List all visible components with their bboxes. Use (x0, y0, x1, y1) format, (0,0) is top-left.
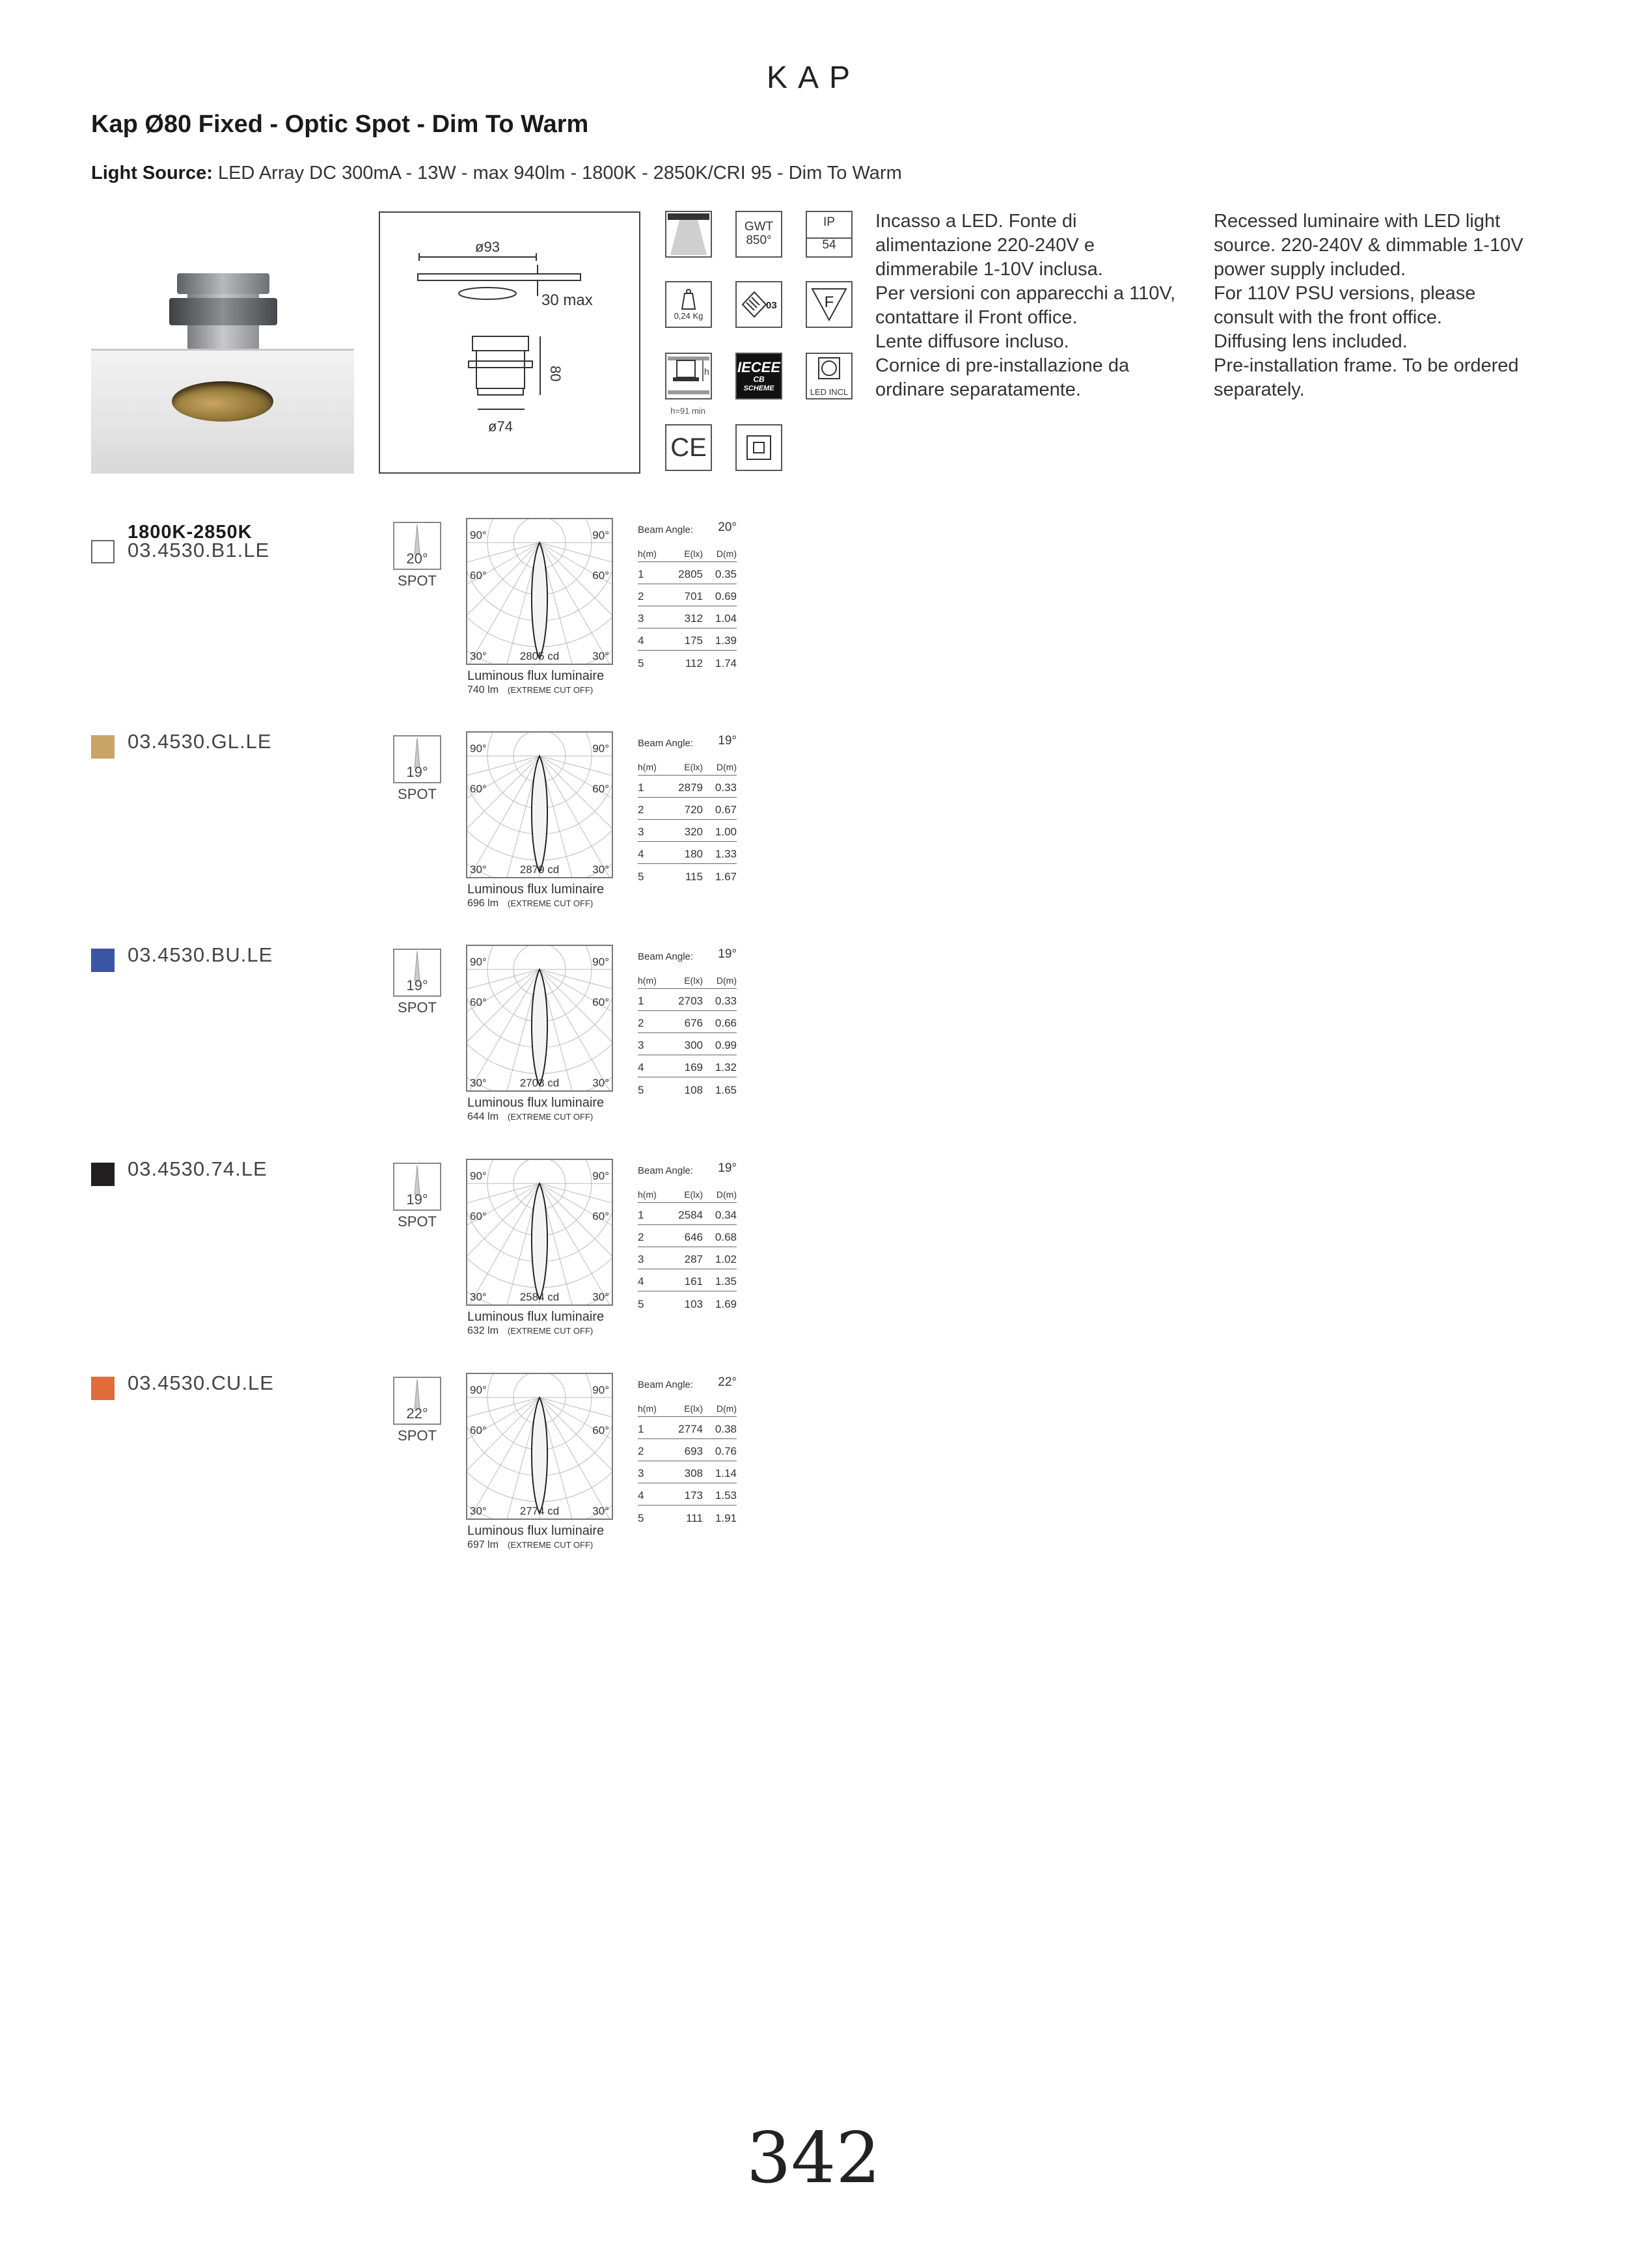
col-h: h(m) (638, 762, 657, 772)
beam-angle-label: Beam Angle: (638, 951, 694, 962)
polar-angle-label: 90° (470, 1384, 487, 1396)
cell-diameter: 0.76 (715, 1445, 737, 1457)
table-row (638, 628, 737, 651)
cell-diameter: 0.69 (715, 590, 737, 602)
product-code: 03.4530.BU.LE (128, 943, 273, 966)
table-row (638, 1077, 737, 1100)
polar-angle-label: 90° (470, 529, 487, 541)
variant-row (0, 1157, 1627, 1377)
polar-angle-label: 30° (470, 1077, 487, 1089)
flux-label: Luminous flux luminaire (467, 669, 605, 683)
optic-type: SPOT (398, 1427, 437, 1444)
cell-height: 3 (638, 1039, 644, 1051)
iecee-icon (735, 353, 782, 399)
cell-illuminance: 720 (684, 803, 703, 816)
cell-diameter: 1.74 (715, 657, 737, 669)
dim-bottom-diameter: ø74 (488, 418, 513, 435)
polar-angle-label: 30° (470, 650, 487, 662)
polar-diagram (466, 945, 613, 1092)
beam-angle-row (638, 947, 737, 967)
cutoff-label: (EXTREME CUT OFF) (508, 1326, 594, 1336)
cell-illuminance: 701 (684, 590, 703, 602)
cell-height: 4 (638, 1061, 644, 1073)
cell-height: 2 (638, 1445, 644, 1457)
cell-illuminance: 180 (684, 848, 703, 860)
illuminance-table (638, 1161, 737, 1314)
dim-thickness: 30 max (541, 291, 593, 309)
cell-illuminance: 112 (685, 657, 703, 669)
description-english (1214, 209, 1524, 402)
col-d: D(m) (716, 1189, 737, 1200)
page-number: 342 (746, 2118, 881, 2199)
beam-type-icon (393, 522, 441, 570)
color-swatch (91, 949, 115, 972)
col-h: h(m) (638, 975, 657, 986)
cell-diameter: 1.69 (715, 1298, 737, 1310)
cell-diameter: 0.66 (715, 1017, 737, 1029)
peak-intensity: 2774 cd (519, 1505, 560, 1517)
cell-illuminance: 646 (684, 1231, 703, 1243)
cell-diameter: 1.02 (715, 1253, 737, 1265)
cell-illuminance: 111 (686, 1512, 703, 1524)
cell-diameter: 1.91 (715, 1512, 737, 1524)
light-source-label: Light Source: (91, 163, 213, 183)
table-row (638, 798, 737, 820)
desc-it-line: alimentazione 220-240V e (875, 235, 1095, 256)
col-e: E(lx) (684, 975, 703, 986)
cell-height: 5 (638, 1298, 644, 1310)
optic-type: SPOT (398, 1213, 437, 1230)
cell-height: 2 (638, 1017, 644, 1029)
table-row (638, 1291, 737, 1314)
weight-value: 0,24 Kg (674, 310, 704, 321)
beam-icon-angle: 19° (406, 764, 428, 780)
polar-angle-label: 90° (470, 956, 487, 968)
col-e: E(lx) (684, 1189, 703, 1200)
polar-angle-label: 90° (592, 529, 609, 541)
recess-h: h (704, 366, 709, 377)
polar-angle-label: 30° (592, 863, 609, 876)
class-code: 03 (766, 300, 777, 311)
beam-angle-row (638, 734, 737, 753)
table-row (638, 842, 737, 864)
weight-icon (665, 281, 712, 328)
illuminance-table (638, 1375, 737, 1528)
cutoff-label: (EXTREME CUT OFF) (508, 685, 594, 695)
desc-en-line: power supply included. (1214, 259, 1406, 280)
cell-diameter: 0.34 (715, 1209, 737, 1221)
peak-intensity: 2584 cd (519, 1291, 560, 1303)
peak-intensity: 2703 cd (519, 1077, 560, 1089)
desc-it-line: dimmerabile 1-10V inclusa. (875, 259, 1103, 280)
ip-rating-icon (806, 211, 853, 258)
polar-diagram (466, 518, 613, 665)
optic-type: SPOT (398, 573, 437, 589)
polar-angle-label: 30° (592, 1505, 609, 1517)
beam-icon-angle: 19° (406, 1191, 428, 1208)
table-row (638, 776, 737, 798)
cell-illuminance: 108 (684, 1084, 703, 1096)
flux-lumens: 740 lm (467, 684, 499, 695)
downlight-icon (665, 211, 712, 258)
polar-angle-label: 60° (470, 569, 487, 582)
description-italian (875, 209, 1175, 402)
gwt-label: GWT (744, 220, 774, 234)
table-row (638, 1011, 737, 1033)
polar-angle-label: 90° (592, 1170, 609, 1182)
desc-en-line: source. 220-240V & dimmable 1-10V (1214, 235, 1524, 256)
col-d: D(m) (716, 548, 737, 559)
f-mark-icon (806, 281, 853, 328)
table-row (638, 1505, 737, 1528)
cell-illuminance: 2879 (678, 781, 703, 794)
beam-angle-label: Beam Angle: (638, 1379, 694, 1390)
col-e: E(lx) (684, 762, 703, 772)
cell-illuminance: 308 (684, 1467, 703, 1479)
cell-illuminance: 169 (684, 1061, 703, 1073)
cell-illuminance: 676 (684, 1017, 703, 1029)
beam-type-icon (393, 1163, 441, 1211)
beam-type-icon (393, 735, 441, 783)
desc-en-line: Diffusing lens included. (1214, 331, 1408, 352)
variant-row (0, 1371, 1627, 1591)
cutoff-label: (EXTREME CUT OFF) (508, 1112, 594, 1122)
flux-value (467, 1539, 593, 1551)
cell-height: 4 (638, 1275, 644, 1288)
iecee-cb: CB (753, 375, 765, 385)
beam-lobe (532, 1183, 547, 1299)
table-row (638, 1203, 737, 1225)
cell-diameter: 1.53 (715, 1489, 737, 1502)
cell-diameter: 1.67 (715, 871, 737, 883)
table-row (638, 1225, 737, 1247)
beam-angle-value: 19° (718, 734, 737, 748)
cell-illuminance: 175 (684, 634, 703, 647)
polar-angle-label: 90° (592, 1384, 609, 1396)
cell-diameter: 0.33 (715, 995, 737, 1007)
flux-label: Luminous flux luminaire (467, 882, 605, 897)
cell-illuminance: 173 (684, 1489, 703, 1502)
beam-angle-label: Beam Angle: (638, 1165, 694, 1176)
cell-diameter: 1.33 (715, 848, 737, 860)
peak-intensity: 2879 cd (519, 863, 560, 876)
table-row (638, 1417, 737, 1439)
cell-illuminance: 300 (684, 1039, 703, 1051)
cell-diameter: 0.38 (715, 1423, 737, 1435)
dim-top-diameter: ø93 (475, 239, 500, 255)
flux-label: Luminous flux luminaire (467, 1310, 605, 1324)
beam-angle-row (638, 1161, 737, 1181)
table-row (638, 1269, 737, 1291)
cell-illuminance: 103 (684, 1298, 703, 1310)
optic-type: SPOT (398, 999, 437, 1016)
cell-height: 1 (638, 1423, 644, 1435)
optic-type: SPOT (398, 786, 437, 802)
ip-label: IP (823, 215, 835, 230)
polar-angle-label: 60° (470, 996, 487, 1008)
f-mark: F (824, 293, 834, 311)
polar-angle-label: 90° (592, 742, 609, 755)
dimension-drawing (379, 211, 640, 474)
col-e: E(lx) (684, 1403, 703, 1414)
flux-label: Luminous flux luminaire (467, 1096, 605, 1110)
beam-lobe (532, 1397, 547, 1513)
polar-angle-label: 90° (470, 1170, 487, 1182)
cell-height: 5 (638, 871, 644, 883)
col-d: D(m) (716, 762, 737, 772)
ce-mark-icon: CE (665, 424, 712, 471)
class-rating-icon (735, 281, 782, 328)
beam-icon-angle: 20° (406, 550, 428, 567)
polar-angle-label: 60° (470, 1210, 487, 1222)
beam-angle-label: Beam Angle: (638, 738, 694, 749)
flux-lumens: 632 lm (467, 1325, 499, 1336)
illuminance-table (638, 520, 737, 673)
cell-diameter: 1.35 (715, 1275, 737, 1288)
table-row (638, 606, 737, 628)
cell-illuminance: 115 (685, 871, 703, 883)
beam-type-icon (393, 1377, 441, 1425)
variant-row (0, 730, 1627, 950)
beam-angle-value: 20° (718, 520, 737, 534)
ip-value: 54 (807, 237, 851, 252)
cell-height: 2 (638, 1231, 644, 1243)
flux-lumens: 644 lm (467, 1111, 499, 1122)
polar-angle-label: 60° (592, 783, 609, 795)
flux-value (467, 684, 593, 696)
cell-height: 3 (638, 1467, 644, 1479)
flux-value (467, 898, 593, 910)
cell-height: 5 (638, 1512, 644, 1524)
product-title: Kap Ø80 Fixed - Optic Spot - Dim To Warm (91, 111, 589, 138)
table-header (638, 753, 737, 776)
table-row (638, 1055, 737, 1077)
beam-lobe (532, 969, 547, 1085)
cell-illuminance: 161 (684, 1275, 703, 1288)
polar-angle-label: 90° (470, 742, 487, 755)
cell-diameter: 0.67 (715, 803, 737, 816)
cell-height: 1 (638, 781, 644, 794)
desc-en-line: Pre-installation frame. To be ordered (1214, 355, 1519, 376)
polar-angle-label: 60° (470, 1424, 487, 1437)
col-e: E(lx) (684, 548, 703, 559)
cell-height: 2 (638, 590, 644, 602)
color-swatch (91, 1163, 115, 1186)
table-header (638, 1181, 737, 1203)
flux-value (467, 1111, 593, 1123)
polar-angle-label: 60° (592, 1424, 609, 1437)
color-swatch (91, 1377, 115, 1400)
cutoff-label: (EXTREME CUT OFF) (508, 898, 594, 908)
led-included-icon (806, 353, 853, 399)
desc-it-line: Per versioni con apparecchi a 110V, (875, 283, 1176, 304)
cell-height: 5 (638, 657, 644, 669)
table-row (638, 864, 737, 886)
color-temp-label: 1800K-2850K (128, 522, 253, 543)
table-row (638, 651, 737, 673)
desc-en-line: consult with the front office. (1214, 307, 1442, 328)
desc-it-line: contattare il Front office. (875, 307, 1078, 328)
cell-height: 3 (638, 826, 644, 838)
cell-illuminance: 2703 (678, 995, 703, 1007)
light-source (91, 163, 902, 184)
cell-height: 4 (638, 1489, 644, 1502)
polar-angle-label: 60° (592, 996, 609, 1008)
variant-row (0, 522, 1627, 736)
peak-intensity: 2805 cd (519, 650, 560, 662)
beam-angle-row (638, 1375, 737, 1395)
recess-min: h=91 min (670, 406, 705, 416)
flux-value (467, 1325, 593, 1337)
beam-angle-value: 22° (718, 1375, 737, 1389)
desc-it-line: ordinare separatamente. (875, 379, 1081, 400)
color-swatch (91, 735, 115, 759)
brand-header: KAP (766, 61, 861, 95)
led-incl-label: LED INCL (810, 386, 849, 397)
flux-label: Luminous flux luminaire (467, 1524, 605, 1538)
beam-lobe (532, 756, 547, 872)
cell-illuminance: 2774 (678, 1423, 703, 1435)
beam-icon-angle: 22° (406, 1405, 428, 1422)
cell-diameter: 1.00 (715, 826, 737, 838)
beam-angle-label: Beam Angle: (638, 524, 694, 535)
polar-diagram (466, 1373, 613, 1520)
cell-diameter: 1.32 (715, 1061, 737, 1073)
beam-angle-row (638, 520, 737, 540)
cell-illuminance: 2805 (678, 568, 703, 580)
table-row (638, 1247, 737, 1269)
product-code: 03.4530.74.LE (128, 1157, 267, 1180)
cell-diameter: 1.04 (715, 612, 737, 625)
cell-illuminance: 2584 (678, 1209, 703, 1221)
beam-angle-value: 19° (718, 1161, 737, 1175)
cell-diameter: 1.14 (715, 1467, 737, 1479)
cell-diameter: 0.99 (715, 1039, 737, 1051)
gwt-value: 850° (746, 234, 772, 247)
light-source-value: LED Array DC 300mA - 13W - max 940lm - 1800K - 2850K/CRI 95 - Dim To Warm (217, 163, 902, 183)
gwt-rating-icon (735, 211, 782, 258)
table-header (638, 967, 737, 989)
cell-illuminance: 693 (684, 1445, 703, 1457)
desc-en-line: Recessed luminaire with LED light (1214, 211, 1501, 232)
col-d: D(m) (716, 1403, 737, 1414)
cell-height: 1 (638, 568, 644, 580)
table-row (638, 989, 737, 1011)
cell-diameter: 0.35 (715, 568, 737, 580)
cell-height: 4 (638, 848, 644, 860)
cell-illuminance: 287 (684, 1253, 703, 1265)
table-header (638, 1395, 737, 1417)
table-row (638, 1483, 737, 1505)
table-row (638, 584, 737, 606)
illuminance-table (638, 734, 737, 886)
cell-diameter: 0.68 (715, 1231, 737, 1243)
polar-diagram (466, 1159, 613, 1306)
table-row (638, 1461, 737, 1483)
col-h: h(m) (638, 548, 657, 559)
cell-height: 3 (638, 612, 644, 625)
cutoff-label: (EXTREME CUT OFF) (508, 1540, 594, 1550)
col-h: h(m) (638, 1189, 657, 1200)
iecee-scheme: SCHEME (743, 384, 774, 392)
col-d: D(m) (716, 975, 737, 986)
cell-height: 4 (638, 634, 644, 647)
cell-diameter: 0.33 (715, 781, 737, 794)
cell-height: 1 (638, 1209, 644, 1221)
illuminance-table (638, 947, 737, 1100)
polar-angle-label: 30° (470, 1505, 487, 1517)
desc-en-line: For 110V PSU versions, please (1214, 283, 1476, 304)
dim-height: 80 (547, 366, 564, 382)
table-row (638, 562, 737, 584)
polar-angle-label: 60° (470, 783, 487, 795)
polar-angle-label: 30° (592, 650, 609, 662)
desc-en-line: separately. (1214, 379, 1305, 400)
table-row (638, 1033, 737, 1055)
polar-angle-label: 30° (592, 1291, 609, 1303)
iecee-label: IECEE (737, 359, 781, 376)
double-insulation-icon (735, 424, 782, 471)
desc-it-line: Cornice di pre-installazione da (875, 355, 1130, 376)
desc-it-line: Incasso a LED. Fonte di (875, 211, 1077, 232)
polar-angle-label: 90° (592, 956, 609, 968)
beam-type-icon (393, 949, 441, 997)
cell-illuminance: 312 (684, 612, 703, 625)
beam-angle-value: 19° (718, 947, 737, 961)
cell-diameter: 1.39 (715, 634, 737, 647)
table-row (638, 820, 737, 842)
polar-diagram (466, 731, 613, 878)
beam-lobe (532, 543, 547, 658)
flux-lumens: 696 lm (467, 898, 499, 909)
polar-angle-label: 30° (592, 1077, 609, 1089)
polar-angle-label: 30° (470, 1291, 487, 1303)
cell-height: 3 (638, 1253, 644, 1265)
polar-angle-label: 30° (470, 863, 487, 876)
polar-angle-label: 60° (592, 569, 609, 582)
cell-diameter: 1.65 (715, 1084, 737, 1096)
product-code: 03.4530.B1.LE (128, 539, 270, 561)
polar-angle-label: 60° (592, 1210, 609, 1222)
product-code: 03.4530.CU.LE (128, 1371, 274, 1394)
table-header (638, 540, 737, 562)
product-code: 03.4530.GL.LE (128, 730, 272, 753)
product-photo (91, 228, 354, 474)
variant-row (0, 943, 1627, 1163)
recess-depth-icon (665, 353, 712, 399)
table-row (638, 1439, 737, 1461)
beam-icon-angle: 19° (406, 977, 428, 993)
cell-illuminance: 320 (684, 826, 703, 838)
flux-lumens: 697 lm (467, 1539, 499, 1550)
cell-height: 2 (638, 803, 644, 816)
col-h: h(m) (638, 1403, 657, 1414)
cell-height: 5 (638, 1084, 644, 1096)
color-swatch (91, 540, 115, 563)
desc-it-line: Lente diffusore incluso. (875, 331, 1069, 352)
cell-height: 1 (638, 995, 644, 1007)
